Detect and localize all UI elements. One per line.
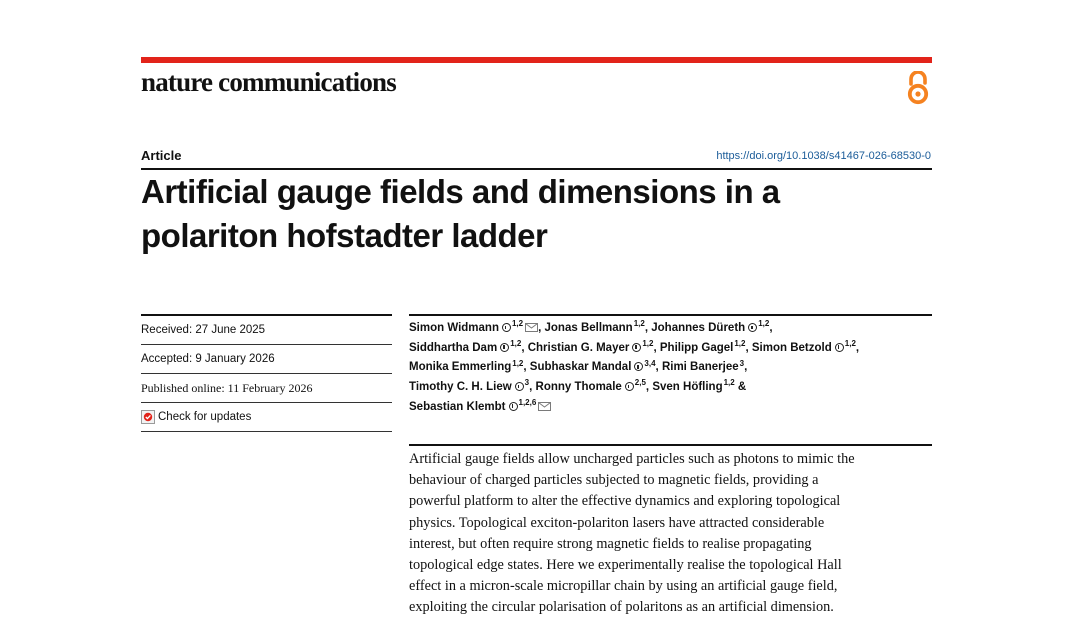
check-for-updates-button[interactable] <box>141 410 251 424</box>
email-icon[interactable] <box>538 402 551 411</box>
check-updates-row <box>141 403 392 432</box>
article-type-label: Article <box>141 148 182 163</box>
author-name[interactable]: Simon Betzold <box>751 341 832 354</box>
received-date: Received: 27 June 2025 <box>141 316 392 345</box>
affiliation-superscript: 1,2 <box>844 338 856 348</box>
publication-dates <box>141 316 392 432</box>
author-name[interactable]: Christian G. Mayer <box>527 341 630 354</box>
author-entry <box>409 358 527 374</box>
author-line <box>409 378 934 398</box>
abstract-line: physics. Topological exciton-polariton lasers have attracted considerable <box>409 514 825 531</box>
author-entry <box>409 319 542 334</box>
abstract-line: effect in a micron-scale micropillar chain by using an artificial gauge field, <box>409 578 838 595</box>
affiliation-superscript: 1,2,6 <box>518 397 537 407</box>
affiliation-superscript: 1,2 <box>642 338 654 348</box>
orcid-icon[interactable] <box>625 382 634 391</box>
author-line <box>409 339 934 359</box>
author-name[interactable]: Siddhartha Dam <box>409 341 498 354</box>
abstract-line: Artificial gauge fields allow uncharged particles such as photons to mimic the <box>409 451 855 467</box>
author-separator: , <box>745 341 749 354</box>
check-updates-label: Check for updates <box>158 411 252 423</box>
author-name[interactable]: Timothy C. H. Liew <box>409 381 512 394</box>
author-name[interactable]: Ronny Thomale <box>535 381 622 394</box>
affiliation-superscript: 1,2 <box>511 319 524 329</box>
journal-name[interactable]: nature communications <box>141 67 396 97</box>
affiliation-superscript: 1,2 <box>758 319 770 329</box>
author-separator: , <box>769 322 773 334</box>
author-name[interactable]: Sven Höfling <box>652 381 723 394</box>
author-separator: , <box>645 381 650 394</box>
abstract-line: behaviour of charged particles subjected to magnetic fields, providing a <box>409 472 819 489</box>
author-separator: , <box>644 322 649 334</box>
abstract <box>409 449 939 619</box>
author-list <box>409 319 934 418</box>
affiliation-superscript: 1,2 <box>723 378 735 388</box>
doi-link[interactable]: https://doi.org/10.1038/s41467-026-68530-0 <box>716 150 931 162</box>
open-access-icon[interactable] <box>905 71 931 105</box>
abstract-line: topological edge states. Here we experimentally realise the topological Hall <box>409 557 842 574</box>
author-name[interactable]: Johannes Düreth <box>651 322 746 334</box>
author-separator: & <box>734 381 747 394</box>
author-separator: , <box>655 361 659 374</box>
affiliation-superscript: 1,2 <box>510 338 522 348</box>
orcid-icon[interactable] <box>632 343 641 352</box>
author-entry <box>661 358 748 374</box>
author-name[interactable]: Philipp Gagel <box>659 341 734 354</box>
abstract-line: powerful platform to alter the effective dynamics and exploring topological <box>409 493 841 510</box>
affiliation-superscript: 1,2 <box>512 358 524 368</box>
affiliation-superscript: 3 <box>524 378 530 388</box>
author-separator: , <box>523 361 527 374</box>
authors-divider <box>409 314 932 316</box>
author-separator: , <box>653 341 657 354</box>
abstract-divider <box>409 444 932 446</box>
email-icon[interactable] <box>525 323 538 332</box>
affiliation-superscript: 1,2 <box>734 338 746 348</box>
author-entry <box>659 338 749 354</box>
author-name[interactable]: Simon Widmann <box>409 322 499 334</box>
affiliation-superscript: 1,2 <box>633 319 645 329</box>
author-entry <box>409 397 551 413</box>
journal-accent-bar <box>141 57 932 63</box>
author-name[interactable]: Rimi Banerjee <box>661 361 739 374</box>
author-separator: , <box>538 322 542 334</box>
orcid-icon[interactable] <box>509 402 518 411</box>
author-entry <box>535 378 650 394</box>
orcid-icon[interactable] <box>502 323 511 332</box>
affiliation-superscript: 2,5 <box>634 378 646 388</box>
abstract-line: exploiting the circular polarisation of polaritons as an artificial dimension. <box>409 599 834 616</box>
published-date: Published online: 11 February 2026 <box>141 374 392 403</box>
orcid-icon[interactable] <box>634 362 643 371</box>
author-line <box>409 398 934 418</box>
author-entry <box>751 338 860 354</box>
orcid-icon[interactable] <box>515 382 524 391</box>
orcid-icon[interactable] <box>500 343 509 352</box>
author-entry <box>409 338 525 354</box>
orcid-icon[interactable] <box>748 323 757 332</box>
author-line <box>409 319 934 339</box>
author-entry <box>651 319 773 334</box>
author-entry <box>544 319 649 334</box>
author-name[interactable]: Sebastian Klembt <box>409 400 506 413</box>
author-separator: , <box>529 381 533 394</box>
author-name[interactable]: Monika Emmerling <box>409 361 512 374</box>
abstract-line: interest, but often require strong magnetic fields to realise propagating <box>409 535 812 552</box>
author-line <box>409 358 934 378</box>
author-entry <box>652 378 747 394</box>
author-separator: , <box>855 341 860 354</box>
affiliation-superscript: 3 <box>739 358 745 368</box>
author-separator: , <box>521 341 525 354</box>
author-name[interactable]: Subhaskar Mandal <box>529 361 632 374</box>
accepted-date: Accepted: 9 January 2026 <box>141 345 392 374</box>
orcid-icon[interactable] <box>835 343 844 352</box>
author-entry <box>529 358 659 374</box>
author-name[interactable]: Jonas Bellmann <box>544 322 633 334</box>
article-title <box>141 170 931 258</box>
author-entry <box>409 378 533 394</box>
author-separator: , <box>744 361 748 374</box>
title-line: Artificial gauge fields and dimensions in a <box>141 173 780 210</box>
check-updates-icon <box>141 410 155 424</box>
affiliation-superscript: 3,4 <box>644 358 656 368</box>
author-entry <box>527 338 657 354</box>
title-line: polariton hofstadter ladder <box>141 217 548 254</box>
